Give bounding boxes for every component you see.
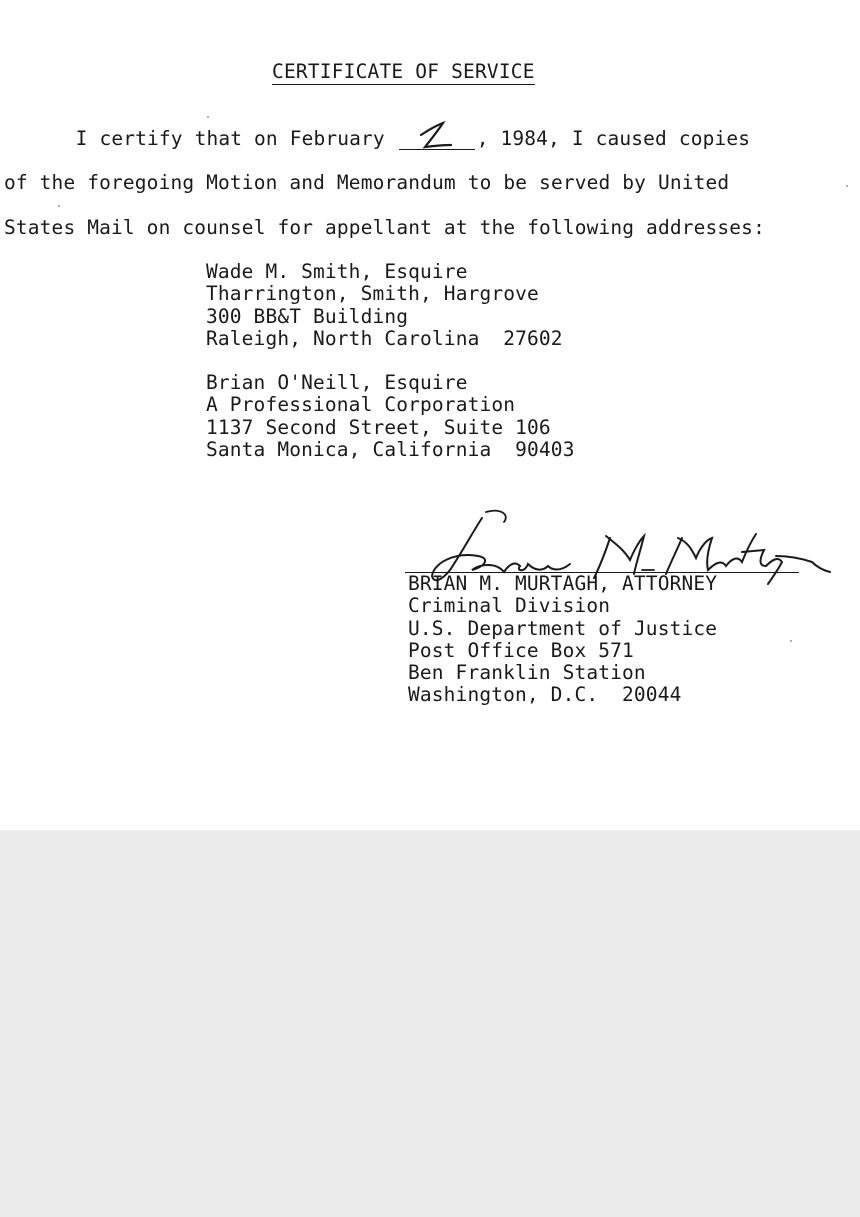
signer-station: Ben Franklin Station [408,661,646,685]
certification-line-3: States Mail on counsel for appellant at the following addresses: [4,216,765,239]
scan-speck [846,185,848,187]
signer-division: Criminal Division [408,594,611,618]
addressee-1-name: Wade M. Smith, Esquire [206,260,468,283]
addressee-1-city: Raleigh, North Carolina 27602 [206,326,563,350]
addressee-block-1 [206,261,563,350]
signer-city: Washington, D.C. 20044 [408,683,682,707]
handwritten-date-digit [399,113,475,153]
addressee-block-2 [206,372,575,461]
addressee-1-street: 300 BB&T Building [206,304,409,328]
date-blank [399,127,475,150]
signer-name-title: BRIAN M. MURTAGH, ATTORNEY [408,572,718,595]
certification-text-start: I certify that on February [40,127,385,150]
addressee-2-firm: A Professional Corporation [206,393,516,417]
scan-speck [207,116,209,118]
scan-speck [58,205,60,207]
addressee-2-name: Brian O'Neill, Esquire [206,371,468,394]
certification-line-1 [40,127,750,150]
addressee-2-city: Santa Monica, California 90403 [206,437,575,461]
document-title: CERTIFICATE OF SERVICE [272,60,535,83]
addressee-1-firm: Tharrington, Smith, Hargrove [206,282,539,306]
scan-speck [790,640,792,642]
addressee-2-street: 1137 Second Street, Suite 106 [206,415,551,439]
signer-po-box: Post Office Box 571 [408,638,634,662]
certification-text-end: , 1984, I caused copies [476,127,751,150]
certification-line-2: of the foregoing Motion and Memorandum to be served by United [4,171,730,194]
signer-department: U.S. Department of Justice [408,616,718,640]
empty-background [0,830,860,1217]
signer-block [408,573,717,707]
